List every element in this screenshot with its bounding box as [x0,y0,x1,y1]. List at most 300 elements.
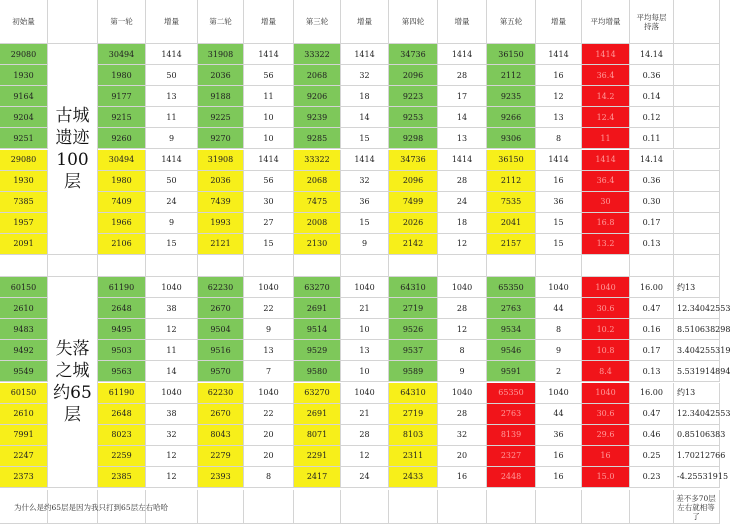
cell-inc2: 27 [244,213,294,234]
cell-avg-inc: 16.8 [582,213,630,234]
cell-round1: 2385 [98,467,146,488]
blank-cell [341,255,389,277]
cell-inc1: 1040 [146,277,198,298]
cell-round2: 7439 [198,192,244,213]
cell-inc2: 20 [244,446,294,467]
cell-inc5: 1414 [536,44,582,65]
cell-round4: 9223 [389,86,438,107]
cell-round3: 2291 [294,446,341,467]
cell-inc2: 30 [244,192,294,213]
cell-inc3: 24 [341,467,389,488]
cell-round2: 1993 [198,213,244,234]
cell-round5: 2763 [487,298,536,319]
header-cell: 第五轮 [487,0,536,44]
cell-round2: 62230 [198,277,244,298]
cell-extra [674,171,720,192]
cell-inc2: 56 [244,65,294,86]
cell-inc2: 10 [244,107,294,128]
cell-inc5: 9 [536,340,582,361]
cell-inc4: 28 [438,171,487,192]
cell-inc2: 8 [244,467,294,488]
cell-round5: 9306 [487,128,536,149]
cell-inc1: 9 [146,213,198,234]
cell-round1: 61190 [98,383,146,404]
cell-round4: 2719 [389,298,438,319]
cell-round1: 30494 [98,150,146,171]
cell-inc4: 12 [438,234,487,255]
cell-inc4: 14 [438,107,487,128]
cell-inc4: 12 [438,319,487,340]
blank-cell [294,255,341,277]
header-cell [48,0,98,44]
cell-inc1: 13 [146,86,198,107]
footer-grid-cell [438,490,487,524]
cell-round4: 9298 [389,128,438,149]
cell-extra [674,44,720,65]
cell-inc5: 15 [536,213,582,234]
cell-inc2: 9 [244,319,294,340]
cell-inc4: 20 [438,446,487,467]
cell-avg-per-layer: 0.23 [630,467,674,488]
cell-inc2: 1414 [244,150,294,171]
cell-round3: 33322 [294,44,341,65]
cell-inc4: 18 [438,213,487,234]
cell-initial: 9483 [0,319,48,340]
cell-extra: 5.531914894 [674,361,720,382]
cell-avg-inc: 29.6 [582,425,630,446]
cell-inc2: 13 [244,340,294,361]
cell-round1: 61190 [98,277,146,298]
cell-avg-inc: 13.2 [582,234,630,255]
cell-initial: 2610 [0,298,48,319]
cell-inc1: 14 [146,361,198,382]
cell-initial: 9492 [0,340,48,361]
cell-inc1: 24 [146,192,198,213]
cell-inc2: 11 [244,86,294,107]
cell-avg-per-layer: 0.47 [630,404,674,425]
cell-inc5: 16 [536,446,582,467]
cell-round3: 9514 [294,319,341,340]
cell-inc1: 32 [146,425,198,446]
cell-avg-inc: 36.4 [582,171,630,192]
cell-round1: 9503 [98,340,146,361]
cell-extra: 12.34042553 [674,404,720,425]
cell-round5: 2041 [487,213,536,234]
cell-round4: 9526 [389,319,438,340]
header-cell: 增量 [244,0,294,44]
cell-extra: -4.25531915 [674,467,720,488]
cell-round4: 2096 [389,171,438,192]
cell-round4: 7499 [389,192,438,213]
cell-round3: 63270 [294,383,341,404]
blank-cell [0,255,48,277]
cell-round1: 9495 [98,319,146,340]
cell-avg-per-layer: 0.11 [630,128,674,149]
cell-round5: 2763 [487,404,536,425]
header-cell: 平均每层 持落 [630,0,674,44]
cell-round2: 62230 [198,383,244,404]
cell-avg-inc: 15.0 [582,467,630,488]
cell-extra: 约13 [674,277,720,298]
cell-round3: 2068 [294,65,341,86]
cell-round4: 9589 [389,361,438,382]
cell-round2: 2121 [198,234,244,255]
cell-round1: 1966 [98,213,146,234]
cell-avg-inc: 30.6 [582,298,630,319]
cell-inc5: 1040 [536,277,582,298]
cell-inc4: 28 [438,298,487,319]
cell-initial: 2091 [0,234,48,255]
cell-avg-per-layer: 14.14 [630,44,674,65]
cell-inc5: 36 [536,425,582,446]
cell-round5: 9591 [487,361,536,382]
header-cell: 平均增量 [582,0,630,44]
cell-inc4: 32 [438,425,487,446]
cell-extra [674,65,720,86]
header-cell: 增量 [536,0,582,44]
cell-round1: 2259 [98,446,146,467]
cell-initial: 1930 [0,171,48,192]
cell-round3: 2068 [294,171,341,192]
cell-round2: 31908 [198,150,244,171]
cell-inc4: 28 [438,404,487,425]
cell-avg-per-layer: 0.14 [630,86,674,107]
blank-cell [48,255,98,277]
cell-round3: 9206 [294,86,341,107]
cell-round5: 65350 [487,277,536,298]
cell-avg-inc: 1414 [582,150,630,171]
cell-round5: 9534 [487,319,536,340]
cell-round2: 2393 [198,467,244,488]
cell-extra [674,234,720,255]
cell-round1: 2648 [98,298,146,319]
cell-round3: 33322 [294,150,341,171]
header-cell: 增量 [341,0,389,44]
cell-avg-inc: 11 [582,128,630,149]
cell-avg-per-layer: 0.16 [630,319,674,340]
cell-round2: 2670 [198,404,244,425]
cell-extra: 0.85106383 [674,425,720,446]
cell-extra [674,150,720,171]
header-cell [674,0,720,44]
cell-avg-inc: 8.4 [582,361,630,382]
cell-inc2: 10 [244,128,294,149]
cell-round5: 36150 [487,44,536,65]
cell-extra [674,213,720,234]
cell-inc3: 15 [341,213,389,234]
cell-round5: 2327 [487,446,536,467]
footer-grid-cell [487,490,536,524]
cell-inc4: 9 [438,361,487,382]
cell-round3: 2130 [294,234,341,255]
cell-inc1: 11 [146,340,198,361]
cell-inc3: 12 [341,446,389,467]
cell-round4: 34736 [389,150,438,171]
cell-inc1: 15 [146,234,198,255]
cell-inc2: 22 [244,298,294,319]
cell-round1: 8023 [98,425,146,446]
section-label: 古城 遗迹 100 层 [48,44,98,255]
cell-initial: 60150 [0,277,48,298]
cell-round5: 8139 [487,425,536,446]
header-cell: 增量 [438,0,487,44]
cell-round2: 2036 [198,65,244,86]
cell-round1: 9215 [98,107,146,128]
cell-round4: 2026 [389,213,438,234]
cell-inc4: 1040 [438,383,487,404]
cell-inc1: 11 [146,107,198,128]
cell-round5: 7535 [487,192,536,213]
cell-avg-inc: 14.2 [582,86,630,107]
cell-inc3: 21 [341,404,389,425]
cell-inc5: 44 [536,404,582,425]
cell-inc3: 1414 [341,44,389,65]
footer-note: 为什么是约65层是因为我只打到65层左右哈哈 [14,502,169,512]
cell-round2: 9270 [198,128,244,149]
cell-avg-per-layer: 0.46 [630,425,674,446]
cell-inc3: 18 [341,86,389,107]
header-cell: 增量 [146,0,198,44]
cell-initial: 9204 [0,107,48,128]
cell-inc4: 1040 [438,277,487,298]
cell-initial: 1957 [0,213,48,234]
cell-avg-per-layer: 0.17 [630,213,674,234]
cell-inc5: 2 [536,361,582,382]
footer-side-note: 差不多70层 左右就相等 了 [676,493,716,521]
blank-cell [536,255,582,277]
cell-extra: 约13 [674,383,720,404]
cell-extra [674,192,720,213]
cell-inc1: 9 [146,128,198,149]
cell-avg-inc: 30.6 [582,404,630,425]
cell-inc4: 28 [438,65,487,86]
blank-cell [487,255,536,277]
blank-cell [146,255,198,277]
cell-round1: 1980 [98,171,146,192]
cell-round4: 9253 [389,107,438,128]
cell-avg-inc: 10.2 [582,319,630,340]
cell-inc3: 9 [341,234,389,255]
cell-inc5: 16 [536,467,582,488]
cell-inc4: 8 [438,340,487,361]
cell-avg-inc: 16 [582,446,630,467]
cell-avg-per-layer: 16.00 [630,277,674,298]
cell-round3: 9285 [294,128,341,149]
cell-round5: 2157 [487,234,536,255]
cell-avg-per-layer: 0.17 [630,340,674,361]
cell-inc3: 10 [341,361,389,382]
cell-initial: 9549 [0,361,48,382]
cell-round5: 65350 [487,383,536,404]
cell-round1: 9563 [98,361,146,382]
cell-round5: 2112 [487,171,536,192]
blank-cell [582,255,630,277]
cell-inc4: 16 [438,467,487,488]
cell-inc4: 13 [438,128,487,149]
cell-avg-inc: 1040 [582,277,630,298]
cell-inc4: 24 [438,192,487,213]
cell-round2: 31908 [198,44,244,65]
cell-inc1: 38 [146,298,198,319]
cell-inc3: 21 [341,298,389,319]
cell-round2: 9570 [198,361,244,382]
cell-initial: 1930 [0,65,48,86]
cell-round1: 2106 [98,234,146,255]
cell-inc4: 17 [438,86,487,107]
cell-round5: 36150 [487,150,536,171]
cell-inc2: 56 [244,171,294,192]
cell-inc1: 50 [146,171,198,192]
cell-initial: 2247 [0,446,48,467]
cell-round4: 2719 [389,404,438,425]
cell-inc5: 13 [536,107,582,128]
footer-grid-cell [630,490,674,524]
cell-initial: 7385 [0,192,48,213]
cell-round1: 2648 [98,404,146,425]
cell-avg-inc: 30 [582,192,630,213]
cell-round4: 2433 [389,467,438,488]
cell-round1: 30494 [98,44,146,65]
cell-inc2: 1414 [244,44,294,65]
cell-avg-per-layer: 16.00 [630,383,674,404]
cell-extra [674,128,720,149]
cell-avg-inc: 10.8 [582,340,630,361]
blank-cell [674,255,720,277]
cell-inc4: 1414 [438,150,487,171]
blank-cell [630,255,674,277]
cell-inc1: 1040 [146,383,198,404]
cell-inc1: 12 [146,467,198,488]
cell-round2: 9225 [198,107,244,128]
cell-initial: 29080 [0,44,48,65]
cell-round5: 2112 [487,65,536,86]
cell-round3: 2691 [294,404,341,425]
cell-inc5: 16 [536,65,582,86]
cell-inc5: 1414 [536,150,582,171]
cell-inc1: 38 [146,404,198,425]
cell-inc2: 15 [244,234,294,255]
cell-inc5: 12 [536,86,582,107]
cell-avg-per-layer: 0.13 [630,361,674,382]
cell-inc2: 1040 [244,277,294,298]
cell-initial: 7991 [0,425,48,446]
cell-avg-inc: 1414 [582,44,630,65]
header-cell: 第三轮 [294,0,341,44]
cell-round5: 2448 [487,467,536,488]
cell-inc3: 32 [341,171,389,192]
cell-inc4: 1414 [438,44,487,65]
header-cell: 初始量 [0,0,48,44]
cell-inc3: 13 [341,340,389,361]
blank-cell [244,255,294,277]
cell-avg-inc: 1040 [582,383,630,404]
cell-inc1: 1414 [146,44,198,65]
cell-round4: 64310 [389,277,438,298]
cell-inc2: 22 [244,404,294,425]
cell-avg-per-layer: 0.12 [630,107,674,128]
cell-round1: 1980 [98,65,146,86]
header-cell: 第二轮 [198,0,244,44]
cell-round3: 63270 [294,277,341,298]
cell-inc3: 32 [341,65,389,86]
cell-round1: 9177 [98,86,146,107]
cell-avg-inc: 36.4 [582,65,630,86]
cell-round4: 34736 [389,44,438,65]
blank-cell [98,255,146,277]
cell-round2: 2279 [198,446,244,467]
cell-extra: 12.34042553 [674,298,720,319]
cell-inc1: 1414 [146,150,198,171]
section-label: 失落 之城 约65 层 [48,277,98,488]
cell-inc5: 15 [536,234,582,255]
cell-round4: 8103 [389,425,438,446]
cell-inc5: 8 [536,128,582,149]
cell-round3: 2008 [294,213,341,234]
cell-extra: 1.70212766 [674,446,720,467]
cell-avg-per-layer: 0.25 [630,446,674,467]
cell-avg-per-layer: 0.30 [630,192,674,213]
cell-round3: 9239 [294,107,341,128]
cell-avg-per-layer: 0.13 [630,234,674,255]
cell-inc3: 36 [341,192,389,213]
cell-inc1: 12 [146,319,198,340]
cell-initial: 9164 [0,86,48,107]
cell-extra: 3.404255319 [674,340,720,361]
cell-round3: 2417 [294,467,341,488]
cell-inc2: 20 [244,425,294,446]
footer-grid-cell [582,490,630,524]
footer-grid-cell [536,490,582,524]
cell-inc5: 16 [536,171,582,192]
cell-round4: 9537 [389,340,438,361]
cell-round3: 9580 [294,361,341,382]
cell-avg-per-layer: 0.36 [630,65,674,86]
cell-avg-inc: 12.4 [582,107,630,128]
cell-inc3: 1040 [341,277,389,298]
cell-inc3: 14 [341,107,389,128]
cell-round5: 9266 [487,107,536,128]
footer-grid-cell [389,490,438,524]
header-cell: 第一轮 [98,0,146,44]
cell-avg-per-layer: 0.47 [630,298,674,319]
cell-round1: 7409 [98,192,146,213]
cell-initial: 2373 [0,467,48,488]
header-cell: 第四轮 [389,0,438,44]
cell-inc1: 12 [146,446,198,467]
cell-round3: 8071 [294,425,341,446]
cell-inc3: 15 [341,128,389,149]
cell-inc2: 7 [244,361,294,382]
cell-inc5: 44 [536,298,582,319]
cell-inc5: 36 [536,192,582,213]
cell-inc3: 28 [341,425,389,446]
cell-inc3: 1040 [341,383,389,404]
cell-round3: 9529 [294,340,341,361]
cell-round1: 9260 [98,128,146,149]
cell-round2: 2036 [198,171,244,192]
cell-round2: 9516 [198,340,244,361]
cell-extra: 8.510638298 [674,319,720,340]
cell-round2: 9188 [198,86,244,107]
cell-initial: 60150 [0,383,48,404]
blank-cell [389,255,438,277]
cell-inc2: 1040 [244,383,294,404]
cell-round3: 2691 [294,298,341,319]
cell-avg-per-layer: 0.36 [630,171,674,192]
cell-inc1: 50 [146,65,198,86]
cell-initial: 29080 [0,150,48,171]
cell-round2: 9504 [198,319,244,340]
